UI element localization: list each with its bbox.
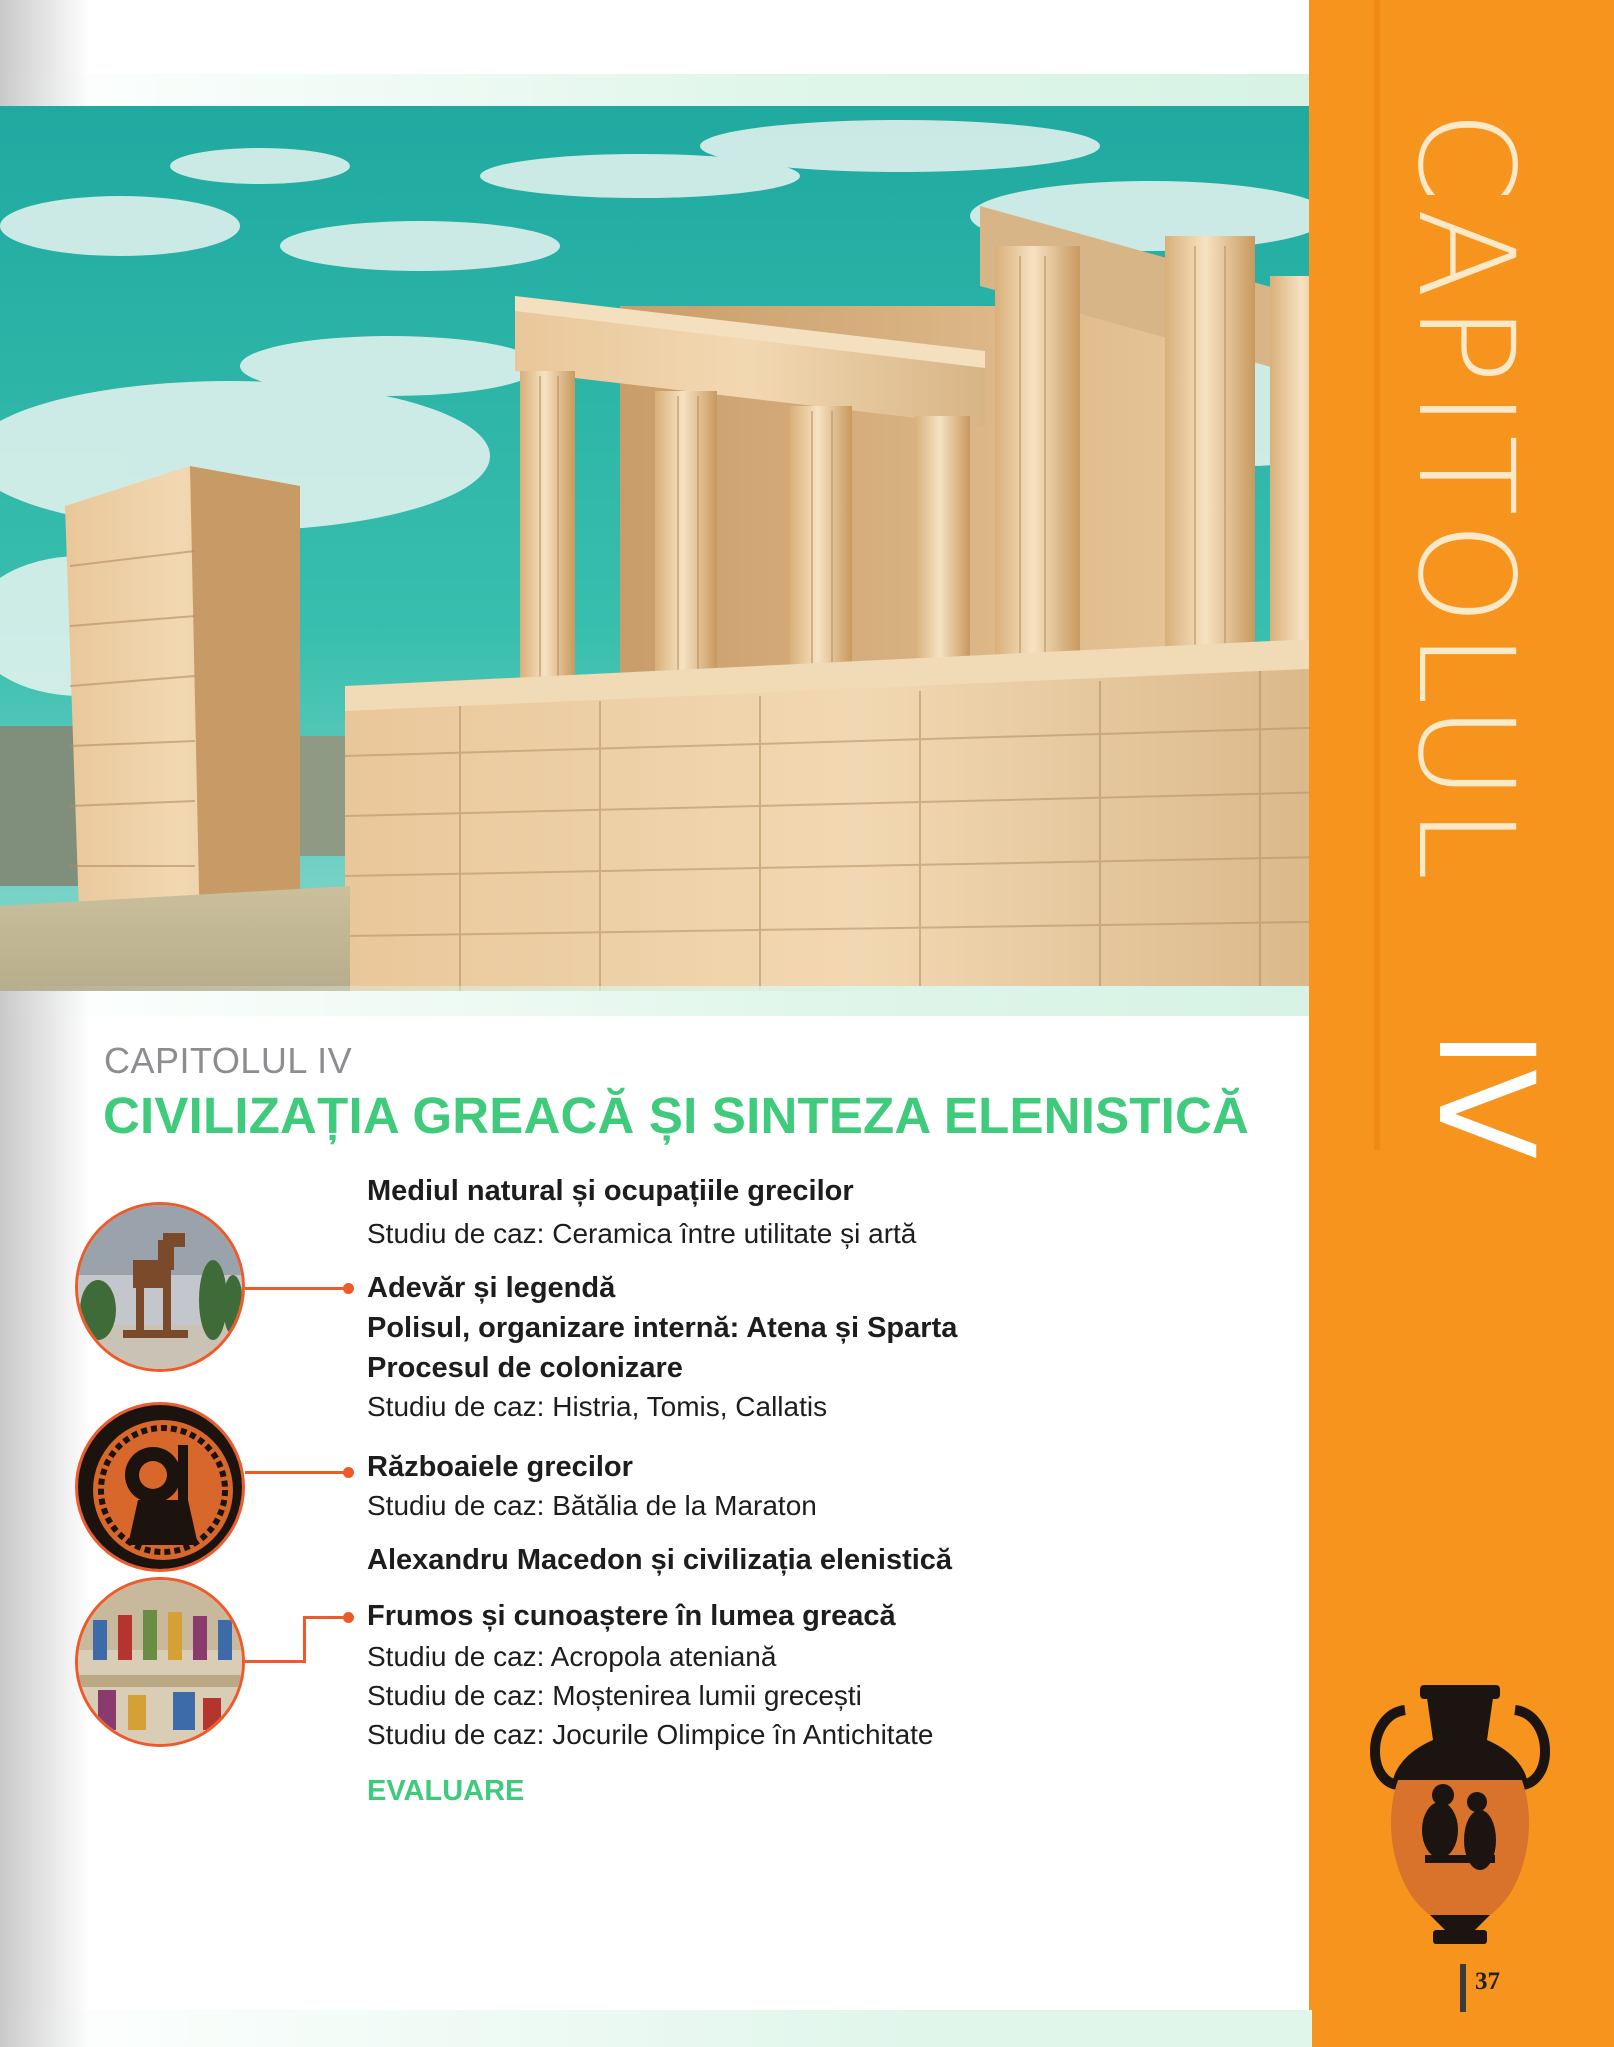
evaluation-link[interactable]: EVALUARE bbox=[367, 1775, 525, 1807]
connector-line-3c bbox=[303, 1616, 347, 1619]
connector-line-1 bbox=[245, 1287, 347, 1290]
connector-dot-3 bbox=[343, 1612, 354, 1623]
toc-subitem: Studiu de caz: Moștenirea lumii grecești bbox=[367, 1680, 862, 1711]
side-chapter-numeral: IV bbox=[1408, 1030, 1562, 1160]
mint-stripe-top bbox=[0, 74, 1312, 108]
connector-line-3b bbox=[303, 1616, 306, 1663]
orange-band-rule bbox=[1374, 0, 1379, 1150]
mint-stripe-footer bbox=[0, 2010, 1312, 2047]
connector-dot-2 bbox=[343, 1467, 354, 1478]
trojan-horse-thumbnail bbox=[75, 1202, 245, 1372]
toc-item: Polisul, organizare internă: Atena și Sparta bbox=[367, 1312, 958, 1344]
school-of-athens-thumbnail bbox=[75, 1577, 245, 1747]
toc-subitem: Studiu de caz: Histria, Tomis, Callatis bbox=[367, 1391, 828, 1422]
amphora-image bbox=[1365, 1680, 1555, 1950]
greek-plate-thumbnail bbox=[75, 1402, 245, 1572]
toc-subitem: Studiu de caz: Jocurile Olimpice în Antichitate bbox=[367, 1719, 934, 1750]
toc-item: Războaiele grecilor bbox=[367, 1451, 633, 1483]
mint-stripe-bottom bbox=[0, 986, 1312, 1016]
connector-line-3a bbox=[245, 1660, 305, 1663]
toc-item: Alexandru Macedon și civilizația elenistică bbox=[367, 1544, 953, 1576]
chapter-label: CAPITOLUL IV bbox=[104, 1040, 353, 1081]
connector-dot-1 bbox=[343, 1283, 354, 1294]
connector-line-2 bbox=[245, 1471, 347, 1474]
toc-item: Frumos și cunoaștere în lumea greacă bbox=[367, 1600, 896, 1632]
toc-subitem: Studiu de caz: Acropola ateniană bbox=[367, 1641, 777, 1672]
toc-item: Adevăr și legendă bbox=[367, 1272, 616, 1304]
chapter-title: CIVILIZAȚIA GREACĂ ȘI SINTEZA ELENISTICĂ bbox=[103, 1087, 1250, 1144]
toc-item: Procesul de colonizare bbox=[367, 1352, 683, 1384]
toc-item: Mediul natural și ocupațiile grecilor bbox=[367, 1175, 854, 1207]
page-number: 37 bbox=[1475, 1968, 1500, 1995]
side-chapter-title: CAPITOLUL bbox=[1388, 110, 1542, 887]
page-number-marker bbox=[1460, 1964, 1466, 2012]
toc-subitem: Studiu de caz: Ceramica între utilitate și artă bbox=[367, 1218, 917, 1249]
hero-acropolis-photo bbox=[0, 106, 1375, 991]
toc-subitem: Studiu de caz: Bătălia de la Maraton bbox=[367, 1490, 817, 1521]
